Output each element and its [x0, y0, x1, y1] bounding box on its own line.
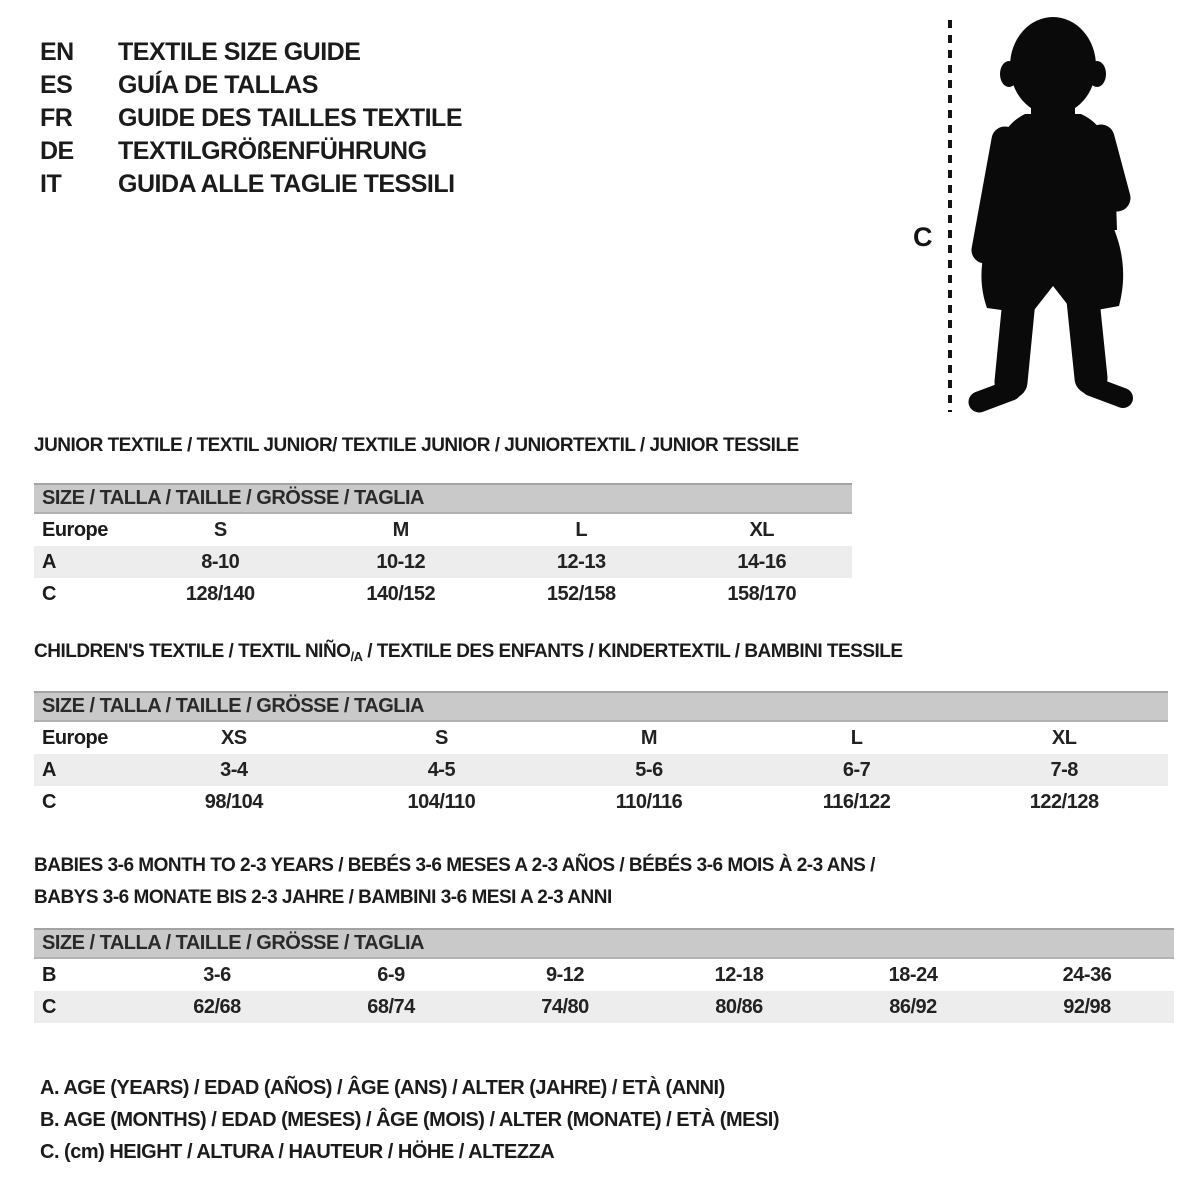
lang-title-de: TEXTILGRÖßENFÜHRUNG [118, 137, 427, 165]
junior-size-header-bar: SIZE / TALLA / TAILLE / GRÖSSE / TAGLIA [34, 483, 852, 514]
babies-size-header-bar: SIZE / TALLA / TAILLE / GRÖSSE / TAGLIA [34, 928, 1174, 959]
table-cell: 116/122 [822, 790, 891, 813]
lang-row-es [40, 69, 462, 102]
lang-row-de [40, 135, 462, 168]
babies-row-c [34, 991, 1174, 1023]
children-row-a [34, 754, 1168, 786]
table-cell: 24-36 [1062, 963, 1112, 986]
table-cell: 104/110 [407, 790, 476, 813]
junior-region-label: Europe [42, 518, 108, 541]
babies-row-c-label: C [42, 995, 56, 1018]
legend-c: C. (cm) HEIGHT / ALTURA / HAUTEUR / HÖHE / ALTEZZA [40, 1141, 555, 1163]
junior-col-xl: XL [749, 518, 775, 541]
table-cell: 3-6 [203, 963, 231, 986]
children-col-xs: XS [220, 726, 247, 749]
lang-code-fr: FR [40, 104, 73, 132]
junior-size-table [34, 483, 852, 610]
language-title-list [40, 36, 462, 201]
toddler-silhouette-icon [895, 8, 1195, 420]
table-cell: 6-7 [842, 758, 871, 781]
children-col-s: S [434, 726, 448, 749]
table-cell: 68/74 [367, 995, 415, 1018]
lang-title-es: GUÍA DE TALLAS [118, 71, 318, 99]
table-cell: 86/92 [889, 995, 937, 1018]
table-cell: 140/152 [366, 582, 436, 605]
lang-code-en: EN [40, 38, 74, 66]
junior-col-m: M [392, 518, 409, 541]
lang-code-it: IT [40, 170, 62, 198]
table-cell: 128/140 [185, 582, 255, 605]
junior-col-s: S [213, 518, 227, 541]
junior-columns-row [34, 514, 852, 546]
table-cell: 8-10 [201, 550, 240, 573]
table-cell: 122/128 [1029, 790, 1099, 813]
children-col-l: L [850, 726, 863, 749]
children-title-prefix: CHILDREN'S TEXTILE / TEXTIL NIÑO [34, 641, 351, 662]
babies-section-title [34, 850, 875, 914]
junior-row-c-label: C [42, 582, 56, 605]
children-row-c-label: C [42, 790, 56, 813]
lang-code-es: ES [40, 71, 73, 99]
junior-row-a-label: A [42, 550, 56, 573]
table-cell: 92/98 [1063, 995, 1111, 1018]
lang-title-it: GUIDA ALLE TAGLIE TESSILI [118, 170, 455, 198]
table-cell: 12-13 [556, 550, 606, 573]
children-section-title [34, 641, 903, 668]
lang-title-en: TEXTILE SIZE GUIDE [118, 38, 361, 66]
table-cell: 9-12 [545, 963, 585, 986]
table-cell: 98/104 [204, 790, 263, 813]
table-cell: 14-16 [737, 550, 787, 573]
children-size-header-bar: SIZE / TALLA / TAILLE / GRÖSSE / TAGLIA [34, 691, 1168, 722]
children-size-table [34, 691, 1168, 818]
children-row-c [34, 786, 1168, 818]
table-cell: 18-24 [888, 963, 938, 986]
children-col-xl: XL [1051, 726, 1077, 749]
table-cell: 110/116 [615, 790, 683, 813]
babies-row-b-label: B [42, 963, 56, 986]
table-cell: 5-6 [635, 758, 663, 781]
lang-title-fr: GUIDE DES TAILLES TEXTILE [118, 104, 463, 132]
table-cell: 152/158 [546, 582, 616, 605]
lang-code-de: DE [40, 137, 74, 165]
babies-row-b [34, 959, 1174, 991]
toddler-shape [979, 17, 1123, 402]
table-cell: 10-12 [376, 550, 426, 573]
table-cell: 4-5 [427, 758, 456, 781]
children-title-suffix: / TEXTILE DES ENFANTS / KINDERTEXTIL / BAMBINI TESSILE [362, 641, 903, 662]
lang-row-en [40, 36, 462, 69]
lang-row-fr [40, 102, 462, 135]
measure-legend [40, 1072, 779, 1168]
junior-row-c [34, 578, 852, 610]
legend-b: B. AGE (MONTHS) / EDAD (MESES) / ÂGE (MOIS) / ALTER (MONATE) / ETÀ (MESI) [40, 1109, 780, 1131]
babies-size-table [34, 928, 1174, 1023]
table-cell: 12-18 [714, 963, 764, 986]
table-cell: 158/170 [727, 582, 797, 605]
junior-col-l: L [575, 518, 588, 541]
table-cell: 62/68 [193, 995, 241, 1018]
table-cell: 3-4 [220, 758, 248, 781]
table-cell: 6-9 [377, 963, 405, 986]
lang-row-it [40, 168, 462, 201]
children-title-sub: /A [350, 649, 363, 664]
table-cell: 7-8 [1050, 758, 1078, 781]
babies-title-line2: BABYS 3-6 MONATE BIS 2-3 JAHRE / BAMBINI 3-6 MESI A 2-3 ANNI [34, 887, 612, 908]
table-cell: 74/80 [541, 995, 589, 1018]
table-cell: 80/86 [715, 995, 763, 1018]
legend-a: A. AGE (YEARS) / EDAD (AÑOS) / ÂGE (ANS) / ALTER (JAHRE) / ETÀ (ANNI) [40, 1077, 725, 1099]
figure-measure-label: C [913, 222, 933, 252]
babies-title-line1: BABIES 3-6 MONTH TO 2-3 YEARS / BEBÉS 3-6 MESES A 2-3 AÑOS / BÉBÉS 3-6 MOIS À 2-3 ANS / [34, 855, 875, 876]
junior-row-a [34, 546, 852, 578]
children-region-label: Europe [42, 726, 108, 749]
children-col-m: M [640, 726, 658, 749]
children-columns-row [34, 722, 1168, 754]
children-row-a-label: A [42, 758, 56, 781]
height-measure-figure [895, 8, 1195, 420]
junior-section-title: JUNIOR TEXTILE / TEXTIL JUNIOR/ TEXTILE JUNIOR / JUNIORTEXTIL / JUNIOR TESSILE [34, 435, 799, 456]
